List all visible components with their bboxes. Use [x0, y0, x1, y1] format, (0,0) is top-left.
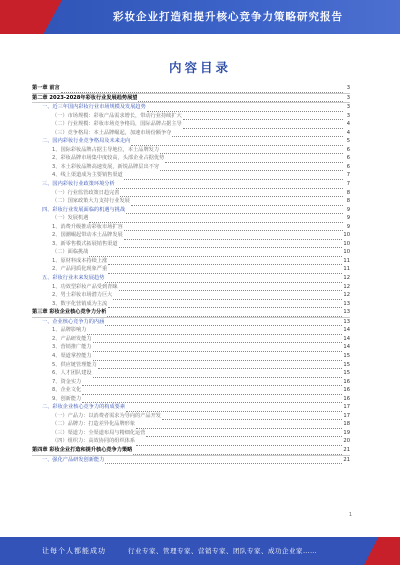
toc-subsection[interactable]: [32, 129, 350, 138]
toc-subsection[interactable]: [32, 429, 350, 438]
toc-entry-label: 3、营销推广能力: [52, 344, 92, 351]
toc-leader-dots: [126, 208, 343, 214]
toc-entry-label: 五、彩妆行业未来发展趋势: [42, 275, 105, 282]
toc-entry-page: 18: [343, 421, 350, 428]
toc-entry-label: 1、品牌影响力: [52, 327, 87, 334]
toc-section[interactable]: [32, 318, 350, 327]
toc-entry-page: 7: [346, 181, 350, 188]
toc-leader-dots: [98, 363, 343, 369]
toc-section[interactable]: [32, 137, 350, 146]
toc-subsection[interactable]: [32, 412, 350, 421]
toc-entry-label: 1、原材料成本持续上涨: [52, 257, 108, 264]
toc-entry-label: 4、线上渠道成为主要销售渠道: [52, 172, 123, 179]
toc-entry-page: 13: [343, 318, 350, 325]
toc-entry-label: 一、企业核心竞争力的内涵: [42, 318, 105, 325]
toc-subsection[interactable]: [32, 420, 350, 429]
toc-leader-dots: [124, 174, 343, 180]
toc-entry-page: 14: [343, 344, 350, 351]
toc-leader-dots: [172, 131, 343, 137]
toc-leader-dots: [82, 389, 342, 395]
toc-entry-label: 第二章 2023-2028年彩妆行业发展趋势展望: [32, 94, 138, 101]
toc-leader-dots: [136, 440, 342, 446]
toc-leader-dots: [105, 458, 342, 464]
toc-leader-dots: [93, 346, 343, 352]
toc-subsection[interactable]: [32, 386, 350, 395]
toc-subsection[interactable]: [32, 395, 350, 404]
toc-leader-dots: [89, 251, 342, 257]
toc-section[interactable]: [32, 456, 350, 465]
toc-leader-dots: [113, 294, 342, 300]
toc-entry-page: 12: [343, 275, 350, 282]
toc-leader-dots: [116, 183, 343, 189]
toc-subsection[interactable]: [32, 240, 350, 249]
toc-leader-dots: [107, 311, 342, 317]
toc-entry-page: 6: [346, 155, 350, 162]
toc-entry-page: 9: [346, 215, 350, 222]
toc-entry-label: 3、本土彩妆品牌高速发展，新锐品牌层出不穷: [52, 163, 160, 170]
header-banner: [0, 0, 400, 34]
toc-entry-label: 7、资金实力: [52, 378, 82, 385]
toc-entry-page: 5: [346, 138, 350, 145]
toc-subsection[interactable]: [32, 300, 350, 309]
toc-leader-dots: [120, 191, 343, 197]
toc-entry-page: 21: [343, 456, 350, 463]
toc-chapter[interactable]: [32, 446, 350, 456]
toc-leader-dots: [82, 380, 342, 386]
toc-entry-label: 2、国潮崛起带动本土品牌发展: [52, 232, 123, 239]
toc-entry-page: 12: [343, 283, 350, 290]
toc-entry-label: 2、产品研发能力: [52, 335, 92, 342]
toc-heading: 内容目录: [168, 60, 231, 75]
toc-entry-page: 6: [346, 146, 350, 153]
toc-entry-page: 15: [343, 361, 350, 368]
toc-leader-dots: [61, 87, 343, 93]
toc-entry-page: 7: [346, 172, 350, 179]
toc-entry-page: 10: [343, 232, 350, 239]
toc-chapter[interactable]: [32, 84, 350, 94]
toc-entry-label: （一）市场规模：彩妆产品需求增长，带动行业持续扩大: [52, 112, 182, 119]
toc-entry-label: 二、彩妆企业核心竞争力的构成要素: [42, 404, 126, 411]
toc-entry-label: （一）行业监管政策日趋完善: [52, 189, 120, 196]
toc-entry-label: 2、产品同质化现象严重: [52, 266, 108, 273]
toc-leader-dots: [105, 277, 342, 283]
toc-entry-label: 一、强化产品研发创新能力: [42, 456, 105, 463]
toc-entry-page: 15: [343, 370, 350, 377]
toc-subsection[interactable]: [32, 257, 350, 266]
toc-section[interactable]: [32, 403, 350, 412]
toc-entry-page: 3: [346, 85, 350, 91]
toc-leader-dots: [165, 157, 343, 163]
toc-entry-page: 10: [343, 240, 350, 247]
toc-leader-dots: [131, 140, 343, 146]
toc-entry-label: 4、渠道掌控能力: [52, 352, 92, 359]
toc-leader-dots: [108, 268, 342, 274]
toc-subsection[interactable]: [32, 231, 350, 240]
toc-subsection[interactable]: [32, 189, 350, 198]
toc-subsection[interactable]: [32, 291, 350, 300]
toc-entry-page: 19: [343, 429, 350, 436]
toc-entry-label: 6、人才团队建设: [52, 370, 92, 377]
toc-subsection[interactable]: [32, 248, 350, 257]
toc-entry-label: 三、国内彩妆行业政策环境分析: [42, 181, 115, 188]
toc-section[interactable]: [32, 274, 350, 283]
toc-entry-page: 9: [346, 206, 350, 213]
toc-entry-label: （四）组织力：高效协同的组织体系: [52, 438, 136, 445]
toc-subsection[interactable]: [32, 283, 350, 292]
toc-subsection[interactable]: [32, 163, 350, 172]
toc-leader-dots: [105, 320, 342, 326]
toc-leader-dots: [108, 259, 342, 265]
toc-leader-dots: [136, 423, 342, 429]
toc-leader-dots: [108, 302, 342, 308]
toc-entry-label: 二、国内彩妆行业竞争格局及未来走向: [42, 138, 131, 145]
toc-entry-page: 6: [346, 163, 350, 170]
toc-entry-page: 10: [343, 249, 350, 256]
toc-entry-label: 8、企业文化: [52, 387, 82, 394]
toc-entry-page: 20: [343, 438, 350, 445]
toc-entry-label: 3、数字化营销成为主流: [52, 300, 108, 307]
toc-leader-dots: [138, 96, 343, 102]
toc-entry-label: （一）产品力：以消费者需求为导向的产品开发: [52, 412, 161, 419]
toc-subsection[interactable]: [32, 335, 350, 344]
toc-entry-page: 13: [343, 309, 350, 316]
toc-subsection[interactable]: [32, 343, 350, 352]
toc-entry-page: 13: [343, 300, 350, 307]
toc-leader-dots: [133, 449, 342, 455]
header-ribbon: [0, 0, 62, 34]
toc-entry-label: 1、功效型彩妆产品受到青睐: [52, 283, 118, 290]
toc-leader-dots: [119, 242, 343, 248]
toc-section[interactable]: [32, 206, 350, 215]
toc-entry-page: 16: [343, 387, 350, 394]
toc-entry-label: 一、近三年国内彩妆行业市场规模及发展趋势: [42, 104, 146, 111]
toc-entry-label: （二）品牌力：打造差异化品牌形象: [52, 421, 136, 428]
toc-entry-page: 12: [343, 292, 350, 299]
toc-subsection[interactable]: [32, 265, 350, 274]
toc-entry-label: 1、国际彩妆品牌占据主导地位，本土品牌发力: [52, 146, 160, 153]
toc-entry-page: 16: [343, 395, 350, 402]
toc-subsection[interactable]: [32, 326, 350, 335]
toc-entry-page: 15: [343, 352, 350, 359]
toc-subsection[interactable]: [32, 112, 350, 121]
toc-entry-page: 17: [343, 412, 350, 419]
toc-entry-label: 第三章 彩妆企业核心竞争力分析: [32, 309, 107, 316]
toc-section[interactable]: [32, 180, 350, 189]
toc-subsection[interactable]: [32, 378, 350, 387]
toc-entry-label: （二）面临挑战: [52, 249, 89, 256]
table-of-contents: [32, 84, 350, 464]
toc-entry-label: （二）国家政策大力支持行业发展: [52, 198, 130, 205]
toc-leader-dots: [146, 431, 342, 437]
toc-subsection[interactable]: [32, 120, 350, 129]
toc-subsection[interactable]: [32, 171, 350, 180]
toc-subsection[interactable]: [32, 197, 350, 206]
toc-leader-dots: [124, 234, 343, 240]
toc-section[interactable]: [32, 103, 350, 112]
toc-entry-label: （二）行业规模：彩妆市场竞争格局，国际品牌占据主导: [52, 121, 182, 128]
toc-subsection[interactable]: [32, 214, 350, 223]
toc-entry-page: 4: [346, 121, 350, 128]
toc-leader-dots: [160, 148, 343, 154]
toc-leader-dots: [160, 165, 343, 171]
toc-entry-label: 3、新零售模式拓展销售渠道: [52, 240, 118, 247]
toc-entry-page: 16: [343, 378, 350, 385]
toc-chapter[interactable]: [32, 308, 350, 318]
toc-entry-page: 8: [346, 189, 350, 196]
toc-entry-page: 3: [346, 104, 350, 111]
toc-entry-page: 14: [343, 327, 350, 334]
toc-subsection[interactable]: [32, 361, 350, 370]
footer-slogan: 让每个人都能成功: [42, 547, 106, 555]
toc-leader-dots: [183, 123, 343, 129]
toc-entry-page: 3: [346, 94, 350, 101]
toc-entry-page: 21: [343, 446, 350, 453]
toc-leader-dots: [119, 285, 343, 291]
footer-tagline: 行业专家、管理专家、营销专家、团队专家、成功企业家……: [128, 547, 317, 555]
toc-subsection[interactable]: [32, 437, 350, 446]
toc-entry-label: 四、彩妆行业发展面临的机遇与挑战: [42, 206, 126, 213]
toc-leader-dots: [124, 225, 343, 231]
toc-subsection[interactable]: [32, 352, 350, 361]
toc-entry-label: 5、供应链管理能力: [52, 361, 97, 368]
toc-leader-dots: [93, 372, 343, 378]
toc-leader-dots: [93, 337, 343, 343]
toc-entry-page: 9: [346, 223, 350, 230]
toc-chapter[interactable]: [32, 94, 350, 104]
toc-entry-page: 11: [343, 266, 350, 273]
footer-corner: [364, 537, 400, 565]
toc-entry-label: 2、男士彩妆市场潜力巨大: [52, 292, 113, 299]
page-number: 1: [348, 512, 352, 518]
footer-banner: [0, 537, 400, 565]
toc-entry-page: 4: [346, 129, 350, 136]
toc-entry-label: （三）竞争格局：本土品牌崛起，加速市场份额争夺: [52, 129, 172, 136]
toc-entry-label: 第一章 前言: [32, 85, 60, 91]
toc-entry-label: 9、创新能力: [52, 395, 82, 402]
toc-subsection[interactable]: [32, 154, 350, 163]
toc-leader-dots: [183, 114, 343, 120]
toc-entry-label: （三）渠道力：全渠道布局与精细化运营: [52, 429, 146, 436]
toc-entry-label: （一）发展机遇: [52, 215, 89, 222]
toc-entry-label: 2、彩妆品牌市场集中度较高，头部企业占据优势: [52, 155, 165, 162]
toc-subsection[interactable]: [32, 223, 350, 232]
toc-leader-dots: [162, 414, 342, 420]
toc-subsection[interactable]: [32, 369, 350, 378]
toc-subsection[interactable]: [32, 146, 350, 155]
toc-entry-page: 3: [346, 112, 350, 119]
toc-leader-dots: [131, 200, 343, 206]
toc-entry-label: 1、消费升级推动彩妆市场扩容: [52, 223, 123, 230]
toc-entry-label: 第四章 彩妆企业打造和提升核心竞争力策略: [32, 446, 133, 453]
toc-leader-dots: [87, 329, 342, 335]
toc-entry-page: 8: [346, 198, 350, 205]
toc-entry-page: 17: [343, 404, 350, 411]
toc-entry-page: 11: [343, 257, 350, 264]
toc-leader-dots: [93, 355, 343, 361]
report-title: 彩妆企业打造和提升核心竞争力策略研究报告: [113, 11, 343, 23]
toc-leader-dots: [89, 217, 343, 223]
toc-entry-page: 14: [343, 335, 350, 342]
